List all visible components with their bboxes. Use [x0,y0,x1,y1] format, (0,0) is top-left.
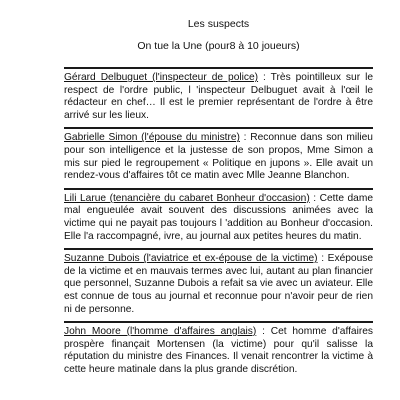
suspect-entry-4 [64,248,373,316]
suspect-entry-2 [64,127,373,182]
suspect-paragraph [64,132,373,182]
suspect-entry-3 [64,188,373,243]
suspect-name: Gérard Delbuguet (l'inspecteur de police) [64,72,259,83]
suspect-description: : Cet homme d'affaires prospère finançait Mortensen (la victime) pour qu'il salisse la réputation du ministre des Finances. Il venait rencontrer la victime à cette heure matinale dans la plus grande discrétion. [64,326,373,375]
document-header [64,17,373,53]
suspect-paragraph [64,253,373,316]
suspect-entry-5 [64,321,373,376]
suspect-paragraph [64,326,373,376]
suspect-name: Lili Larue (tenancière du cabaret Bonheur d'occasion) [64,192,310,204]
document-subtitle: On tue la Une (pour8 à 10 joueurs) [137,40,300,52]
suspect-name: Gabrielle Simon (l'épouse du ministre) [64,132,240,144]
suspect-description: : Exépouse de la victime et en mauvais termes avec lui, autant au plan financier que personnel, Suzanne Dubois a refait sa vie avec un aviateur. Elle est connue de tous au journal et reconnue pour n'avoir peur de rien ni de personne. [64,253,373,315]
document-title: Les suspects [187,18,250,30]
suspect-description: : Très pointilleux sur le respect de l'ordre public, l 'inspecteur Delbuguet avait à l'œil le rédacteur en chef… Il est le premier représentant de l'ordre à être arrivé sur les lieux. [64,72,374,121]
suspect-paragraph [64,72,373,122]
suspect-description: : Reconnue dans son milieu pour son intelligence et la justesse de son propos, Mme Simon a mis sur pied le regroupement « Politique en jupons ». Elle avait un rendez-vous d'affaires tôt ce matin avec Mlle Jeanne Blanchon. [64,132,373,182]
suspect-paragraph [64,193,373,243]
suspect-entry-1 [64,67,373,122]
suspect-name: Suzanne Dubois (l'aviatrice et ex-épouse de la victime) [64,253,318,265]
suspect-name: John Moore (l'homme d'affaires anglais) [64,326,257,338]
suspect-description: : Cette dame mal engueulée avait souvent des discussions animées avec la victime qui ne payait pas toujours l 'addition au Bonheur d'occasion. Elle l'a raccompagné, ivre, au journal aux petites heures du matin. [64,192,373,242]
